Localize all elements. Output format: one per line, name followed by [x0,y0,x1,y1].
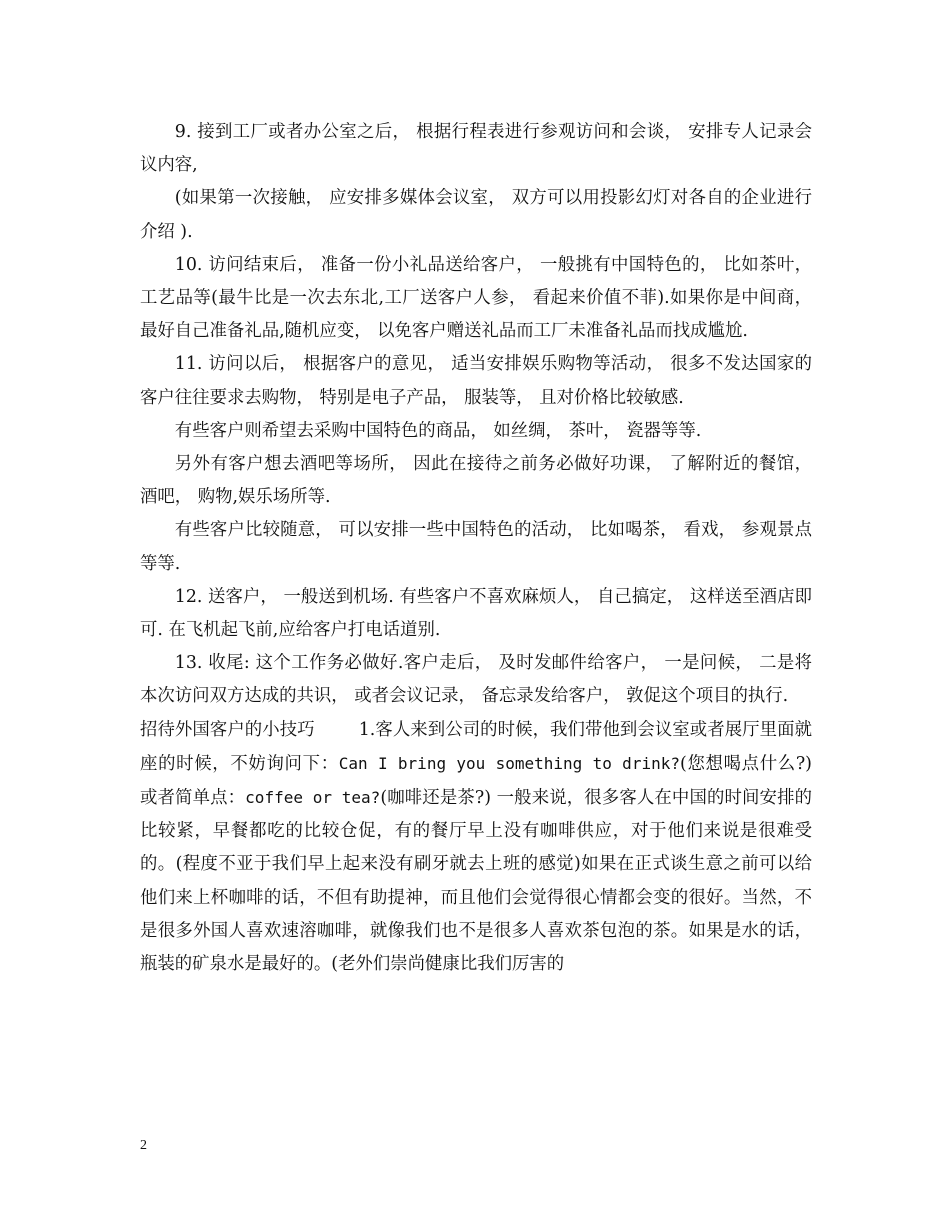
page-number: 2 [140,1138,147,1153]
paragraph-step-9-note: (如果第一次接触， 应安排多媒体会议室， 双方可以用投影幻灯对各自的企业进行介绍 ). [140,188,812,242]
tips-heading: 招待外国客户的小技巧 [140,719,315,740]
paragraph-step-10: 10. 访问结束后， 准备一份小礼品送给客户， 一般挑有中国特色的， 比如茶叶， 工艺品等(最牛比是一次去东北,工厂送客户人参， 看起来价值不菲).如果你是中间商， 最好自己准备礼品,随机应变， 以免客户赠送礼品而工厂未准备礼品而找成尴尬. [140,254,812,342]
paragraph-step-11-bars: 另外有客户想去酒吧等场所， 因此在接待之前务必做好功课， 了解附近的餐馆， 酒吧， 购物,娱乐场所等. [140,454,812,508]
paragraph-step-11-shopping: 有些客户则希望去采购中国特色的商品， 如丝绸， 茶叶， 瓷器等等. [174,420,702,441]
document-body [140,116,812,981]
tips-text-3: (咖啡还是茶?) 一般来说，很多客人在中国的时间安排的比较紧，早餐都吃的比较仓促，有的餐厅早上没有咖啡供应，对于他们来说是很难受的。(程度不亚于我们早上起来没有刷牙就去上班的感觉)如果在正式谈生意之前可以给他们来上杯咖啡的话，不但有助提神，而且他们会觉得很心情都会变的很好。当然，不是很多外国人喜欢速溶咖啡，就像我们也不是很多人喜欢茶包泡的茶。如果是水的话，瓶装的矿泉水是最好的。(老外们崇尚健康比我们厉害的 [140,788,812,975]
paragraph-step-9: 9. 接到工厂或者办公室之后， 根据行程表进行参观访问和会谈， 安排专人记录会议内容, [140,122,812,176]
tips-question-1: Can I bring you something to drink? [338,753,680,773]
paragraph-step-11-casual: 有些客户比较随意， 可以安排一些中国特色的活动， 比如喝茶， 看戏， 参观景点等等. [140,520,812,574]
paragraph-step-11: 11. 访问以后， 根据客户的意见， 适当安排娱乐购物等活动， 很多不发达国家的客户往往要求去购物， 特别是电子产品， 服装等， 且对价格比较敏感. [140,354,812,408]
tips-question-2: coffee or tea? [245,788,381,808]
tips-paragraph [140,714,812,982]
paragraph-step-12: 12. 送客户， 一般送到机场. 有些客户不喜欢麻烦人， 自己搞定， 这样送至酒店即可. 在飞机起飞前,应给客户打电话道别. [140,586,812,641]
tips-text-2: (您想喝点什么?)或者简单点： [140,753,812,809]
paragraph-step-13: 13. 收尾: 这个工作务必做好.客户走后， 及时发邮件给客户， 一是问候， 二是将本次访问双方达成的共识， 或者会议记录， 备忘录发给客户， 敦促这个项目的执行. [140,653,812,707]
tips-text-1: 1.客人来到公司的时候，我们带他到会议室或者展厅里面就座的时候，不妨询问下： [140,719,812,774]
